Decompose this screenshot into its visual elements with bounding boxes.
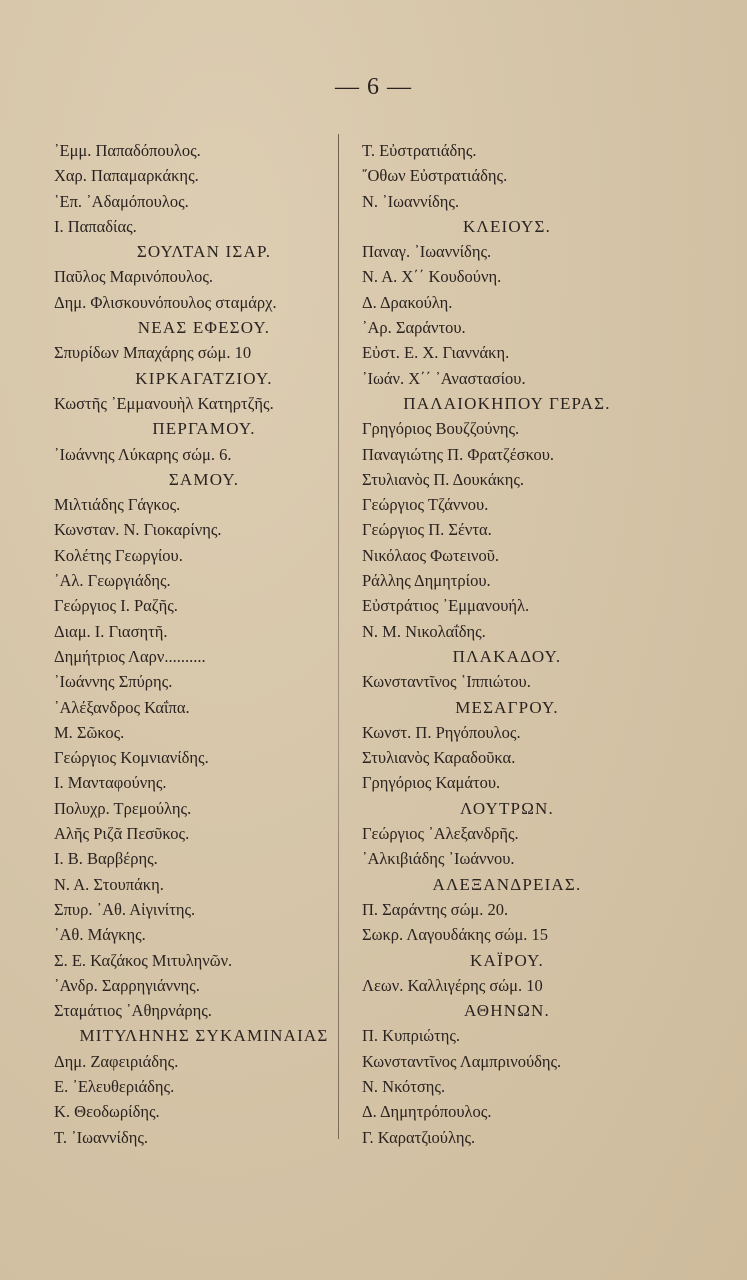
section-heading: ΠΑΛΑΙΟΚΗΠΟΥ ΓΕΡΑΣ.	[403, 393, 611, 413]
section-heading: ΣΑΜΟΥ.	[168, 469, 240, 489]
name-entry: Γ. Καρατζιούλης.	[362, 1127, 476, 1147]
name-entry: Ν. Α. Στουπάκη.	[54, 874, 164, 894]
name-entry: Σ. Ε. Καζάκος Μιτυληνῶν.	[54, 950, 233, 970]
name-entry: Σωκρ. Λαγουδάκης σώμ. 15	[362, 925, 549, 945]
name-entry: Ράλλης Δημητρίου.	[362, 571, 491, 591]
section-heading: ΣΟΥΛΤΑΝ ΙΣΑΡ.	[136, 242, 272, 262]
name-entry: Νικόλαος Φωτεινοῦ.	[362, 545, 500, 565]
name-entry: Διαμ. Ι. Γιασητῆ.	[54, 621, 168, 641]
name-entry: Κ. Θεοδωρίδης.	[54, 1102, 160, 1122]
name-entry: Τ. Εὐστρατιάδης.	[362, 141, 477, 160]
name-entry: Δημήτριος Λαρν..........	[54, 646, 206, 666]
name-entry: ᾿Ανδρ. Σαρρηγιάννης.	[54, 975, 200, 995]
name-entry: Σταμάτιος ᾿Αθηρνάρης.	[54, 1001, 212, 1021]
name-entry: ᾿Ιωάν. Χ΄΄ ᾿Αναστασίου.	[362, 368, 526, 388]
section-heading: ΜΙΤΥΛΗΝΗΣ ΣΥΚΑΜΙΝΑΙΑΣ	[79, 1026, 329, 1046]
name-entry: Στυλιανὸς Καραδοῦκα.	[362, 748, 516, 768]
name-entry: ᾿Αλ. Γεωργιάδης.	[54, 571, 171, 591]
name-entry: Σπυρ. ᾿Αθ. Αἰγινίτης.	[54, 899, 196, 919]
name-entry: Παῦλος Μαρινόπουλος.	[54, 267, 213, 287]
name-entry: Δημ. Ζαφειριάδης.	[54, 1051, 179, 1071]
name-entry: ᾿Αθ. Μάγκης.	[54, 925, 146, 945]
name-entry: Σπυρίδων Μπαχάρης σώμ. 10	[54, 343, 252, 363]
name-entry: Στυλιανὸς Π. Δουκάκης.	[362, 469, 525, 489]
name-entry: Ν. ᾿Ιωαννίδης.	[362, 191, 460, 211]
name-entry: Χαρ. Παπαμαρκάκης.	[54, 166, 199, 186]
section-heading: ΛΟΥΤΡΩΝ.	[460, 798, 554, 818]
name-entry: ᾿Αλκιβιάδης ᾿Ιωάννου.	[362, 849, 515, 869]
name-entry: Δ. Δημητρόπουλος.	[362, 1102, 492, 1122]
name-entry: Κωστῆς ᾿Εμμανουὴλ Κατηρτζῆς.	[54, 393, 274, 413]
section-heading: ΚΑΪΡΟΥ.	[470, 950, 544, 970]
name-entry: Γεώργιος Τζάννου.	[362, 495, 489, 515]
name-entry: Π. Σαράντης σώμ. 20.	[362, 899, 509, 919]
name-entry: Γρηγόριος Καμάτου.	[362, 773, 501, 793]
section-heading: ΝΕΑΣ ΕΦΕΣΟΥ.	[137, 318, 271, 338]
name-entry: Ε. ᾿Ελευθεριάδης.	[54, 1076, 175, 1096]
page-number: — 6 —	[335, 74, 412, 100]
name-entry: Ι. Μανταφούνης.	[54, 773, 167, 793]
name-entry: Δ. Δρακούλη.	[362, 292, 453, 312]
name-entry: Εὐστράτιος ᾿Εμμανουήλ.	[362, 596, 530, 616]
name-entry: Κολέτης Γεωργίου.	[54, 545, 183, 565]
name-entry: Λεων. Καλλιγέρης σώμ. 10	[362, 975, 543, 995]
right-column	[362, 138, 652, 1150]
name-entry: Παναγ. ᾿Ιωαννίδης.	[362, 242, 492, 262]
name-entry: Γρηγόριος Βουζζούνης.	[362, 419, 520, 439]
name-entry: Γεώργιος Π. Σέντα.	[362, 520, 492, 540]
name-entry: Ι. Β. Βαρβέρης.	[54, 849, 158, 869]
name-entry: ᾿Αλέξανδρος Καΐπα.	[54, 697, 190, 717]
name-entry: Ν. Νκότσης.	[362, 1076, 446, 1096]
section-heading: ΚΛΕΙΟΥΣ.	[462, 216, 552, 236]
name-entry: Κωνστ. Π. Ρηγόπουλος.	[362, 722, 521, 742]
name-entry: Εὐστ. Ε. Χ. Γιαννάκη.	[362, 343, 510, 363]
name-entry: ᾿Ιωάννης Σπύρης.	[54, 672, 173, 692]
section-heading: ΠΛΑΚΑΔΟΥ.	[452, 646, 562, 666]
name-entry: ᾿Εμμ. Παπαδόπουλος.	[54, 141, 201, 160]
section-heading: ΑΛΕΞΑΝΔΡΕΙΑΣ.	[432, 874, 582, 894]
section-heading: ΜΕΣΑΓΡΟΥ.	[455, 697, 559, 717]
section-heading: ΚΙΡΚΑΓΑΤΖΙΟΥ.	[135, 368, 273, 388]
section-heading: ΑΘΗΝΩΝ.	[464, 1001, 550, 1021]
name-entry: Κωνσταντῖνος Λαμπρινούδης.	[362, 1051, 562, 1071]
name-entry: Μ. Σῶκος.	[54, 722, 125, 742]
name-entry: Ν. Μ. Νικολαΐδης.	[362, 621, 486, 641]
name-entry: Παναγιώτης Π. Φρατζέσκου.	[362, 444, 555, 464]
name-entry: Αλῆς Ριζᾶ Πεσῦκος.	[54, 824, 190, 844]
section-heading: ΠΕΡΓΑΜΟΥ.	[152, 419, 256, 439]
name-entry: Γεώργιος Κομνιανίδης.	[54, 748, 209, 768]
name-entry: Π. Κυπριώτης.	[362, 1026, 461, 1046]
name-entry: Γεώργιος Ι. Ραζῆς.	[54, 596, 178, 616]
left-column	[54, 138, 354, 1150]
name-entry: Δημ. Φλισκουνόπουλος σταμάρχ.	[54, 292, 277, 312]
name-entry: Μιλτιάδης Γάγκος.	[54, 495, 181, 515]
name-entry: Ι. Παπαδίας.	[54, 216, 137, 236]
name-entry: Τ. ᾿Ιωαννίδης.	[54, 1127, 149, 1147]
name-entry: Κωνσταντῖνος ῾Ιππιώτου.	[362, 672, 531, 692]
name-entry: Κωνσταν. Ν. Γιοκαρίνης.	[54, 520, 222, 540]
name-entry: ᾿Ιωάννης Λύκαρης σώμ. 6.	[54, 444, 232, 464]
name-entry: Πολυχρ. Τρεμούλης.	[54, 798, 192, 818]
name-entry: ῎Οθων Εὐστρατιάδης.	[362, 166, 508, 186]
name-entry: ῾Επ. ᾿Αδαμόπουλος.	[54, 191, 189, 211]
name-entry: ᾿Αρ. Σαράντου.	[362, 318, 466, 338]
name-entry: Γεώργιος ᾿Αλεξανδρῆς.	[362, 824, 519, 844]
name-entry: Ν. Α. Χ΄΄ Κουδούνη.	[362, 267, 502, 287]
